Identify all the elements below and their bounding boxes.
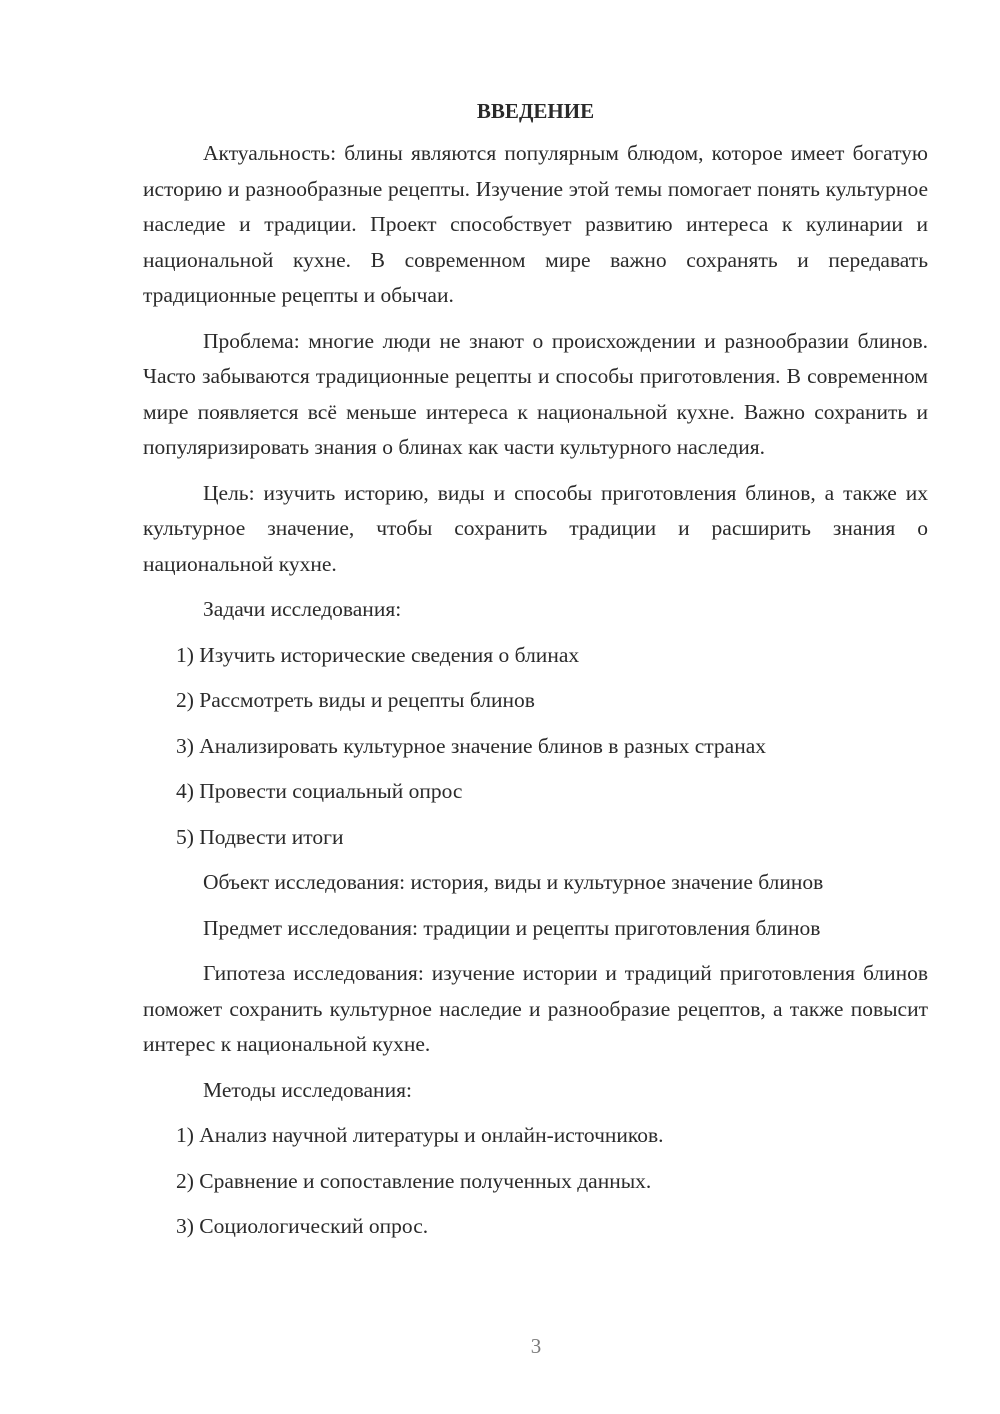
page-number: 3 [530, 1334, 542, 1358]
task-item: 1) Изучить исторические сведения о блинах [176, 642, 580, 667]
task-item: 4) Провести социальный опрос [176, 779, 463, 803]
task-item: 3) Анализировать культурное значение блинов в разных странах [176, 733, 766, 758]
relevance-paragraph: Актуальность: блины являются популярным блюдом, которое имеет богатую историю и разнообразные рецепты. Изучение этой темы помогает понять культурное наследие и традиции. Проект способствует развитию интереса к кулинарии и национальной кухне. В современном мире важно сохранять и передавать традиционные рецепты и обычаи. [143, 141, 928, 307]
method-item: 3) Социологический опрос. [176, 1214, 429, 1238]
methods-heading: Методы исследования: [203, 1077, 412, 1102]
task-item: 2) Рассмотреть виды и рецепты блинов [176, 688, 535, 712]
research-subject: Предмет исследования: традиции и рецепты приготовления блинов [203, 915, 821, 940]
tasks-heading: Задачи исследования: [203, 597, 402, 621]
hypothesis-paragraph: Гипотеза исследования: изучение истории и традиций приготовления блинов поможет сохранить культурное наследие и разнообразие рецептов, а также повысит интерес к национальной кухне. [143, 961, 928, 1056]
goal-paragraph: Цель: изучить историю, виды и способы приготовления блинов, а также их культурное значение, чтобы сохранить традиции и расширить знания о национальной кухне. [143, 480, 928, 576]
page-content [143, 96, 928, 1255]
method-item: 1) Анализ научной литературы и онлайн-источников. [176, 1123, 664, 1147]
task-item: 5) Подвести итоги [176, 824, 344, 849]
method-item: 2) Сравнение и сопоставление полученных данных. [176, 1168, 652, 1193]
page-title: ВВЕДЕНИЕ [476, 99, 595, 123]
problem-paragraph: Проблема: многие люди не знают о происхождении и разнообразии блинов. Часто забываются традиционные рецепты и способы приготовления. В современном мире появляется всё меньше интереса к национальной кухне. Важно сохранить и популяризировать знания о блинах как части культурного наследия. [143, 328, 928, 459]
research-object: Объект исследования: история, виды и культурное значение блинов [203, 870, 824, 894]
